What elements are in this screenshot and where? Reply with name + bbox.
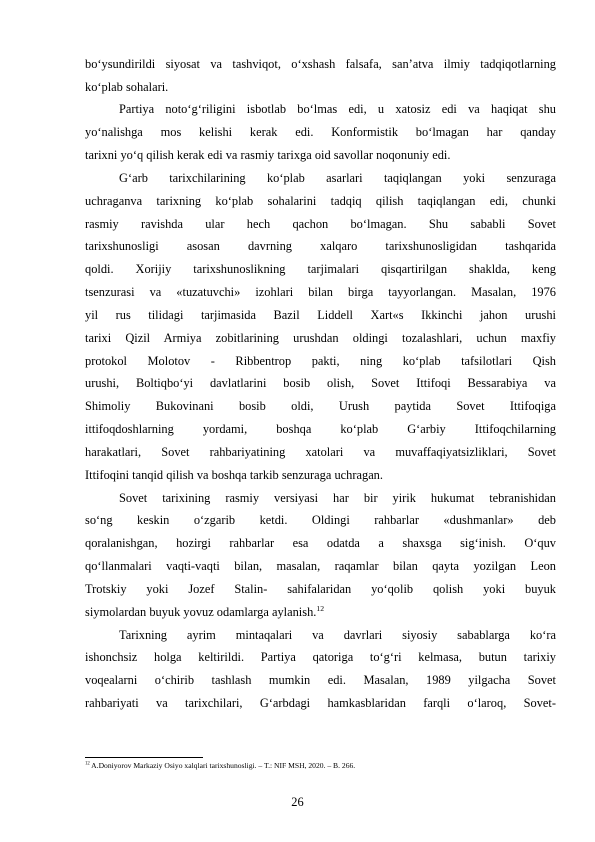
footnote-text: A.Doniyorov Markaziy Osiyo xalqlari tarixshunosligi. – T.: NIF MSH, 2020. – B. 266. xyxy=(89,761,356,770)
text-line: Trotskiy yoki Jozef Stalin- sahifalaridan yo‘qolib qolish yoki buyuk xyxy=(85,582,556,596)
text-line: so‘ng keskin o‘zgarib ketdi. Oldingi rahbarlar «dushmanlar» deb xyxy=(85,513,556,527)
text-line: tarixi Qizil Armiya zobitlarining urushdan oldingi tozalashlari, uchun maxfiy xyxy=(85,331,556,345)
footnote xyxy=(85,761,355,771)
text-line: Shimoliy Bukovinani bosib oldi, Urush paytida Sovet Ittifoqiga xyxy=(85,399,556,413)
paragraph-first-line: Sovet tarixining rasmiy versiyasi har bir yirik hukumat tebranishidan xyxy=(119,491,556,505)
text-line: qo‘llanmalari vaqti-vaqti bilan, masalan, raqamlar bilan qayta yozilgan Leon xyxy=(85,559,556,573)
paragraph-first-line: G‘arb tarixchilarining ko‘plab asarlari taqiqlangan yoki senzuraga xyxy=(119,171,556,185)
text-line: yil rus tilidagi tarjimasida Bazil Liddell Xart«s Ikkinchi jahon urushi xyxy=(85,308,556,322)
text-line: harakatlari, Sovet rahbariyatining xatolari va muvaffaqiyatsizliklari, Sovet xyxy=(85,445,556,459)
text-line: siymolardan buyuk yovuz odamlarga aylanish. xyxy=(85,605,317,619)
footnote-reference[interactable]: 12 xyxy=(316,603,325,613)
footnote-separator xyxy=(85,757,203,758)
text-line: ishonchsiz holga keltirildi. Partiya qatoriga to‘g‘ri kelmasa, butun tarixiy xyxy=(85,650,556,664)
text-line: tarixni yo‘q qilish kerak edi va rasmiy tarixga oid savollar noqonuniy edi. xyxy=(85,148,451,162)
text-line: yo‘nalishga mos kelishi kerak edi. Konformistik bo‘lmagan har qanday xyxy=(85,125,556,139)
text-line: ko‘plab sohalari. xyxy=(85,80,169,94)
text-line-with-footnote-ref xyxy=(85,605,556,620)
text-line: tarixshunosligi asosan davrning xalqaro tarixshunosligidan tashqarida xyxy=(85,239,556,253)
text-line: qoldi. Xorijiy tarixshunoslikning tarjimalari qisqartirilgan shaklda, keng xyxy=(85,262,556,276)
text-line: rahbariyati va tarixchilari, G‘arbdagi hamkasblaridan farqli o‘laroq, Sovet- xyxy=(85,696,556,710)
text-line: rasmiy ravishda ular hech qachon bo‘lmagan. Shu sababli Sovet xyxy=(85,217,556,231)
text-line: qoralanishgan, hozirgi rahbarlar esa odatda a shaxsga sig‘inish. O‘quv xyxy=(85,536,556,550)
text-line: uchraganva tarixning ko‘plab sohalarini tadqiq qilish taqiqlangan edi, chunki xyxy=(85,194,556,208)
paragraph-first-line: Tarixning ayrim mintaqalari va davrlari siyosiy sabablarga ko‘ra xyxy=(119,628,556,642)
text-line: urushi, Boltiqbo‘yi davlatlarini bosib olish, Sovet Ittifoqi Bessarabiya va xyxy=(85,376,556,390)
text-line: tsenzurasi va «tuzatuvchi» izohlari bilan birga tayyorlangan. Masalan, 1976 xyxy=(85,285,556,299)
text-line: protokol Molotov - Ribbentrop pakti, ning ko‘plab tafsilotlari Qish xyxy=(85,354,556,368)
text-line: Ittifoqini tanqid qilish va boshqa tarkib senzuraga uchragan. xyxy=(85,468,383,482)
page-number: 26 xyxy=(291,795,304,809)
footnote-marker: 12 xyxy=(85,761,90,767)
text-line: bo‘ysundirildi siyosat va tashviqot, o‘xshash falsafa, san’atva ilmiy tadqiqotlarning xyxy=(85,57,556,71)
text-line: voqealarni o‘chirib tashlash mumkin edi. Masalan, 1989 yilgacha Sovet xyxy=(85,673,556,687)
text-line: ittifoqdoshlarning yordami, boshqa ko‘plab G‘arbiy Ittifoqchilarning xyxy=(85,422,556,436)
paragraph-first-line: Partiya noto‘g‘riligini isbotlab bo‘lmas edi, u xatosiz edi va haqiqat shu xyxy=(119,102,556,116)
